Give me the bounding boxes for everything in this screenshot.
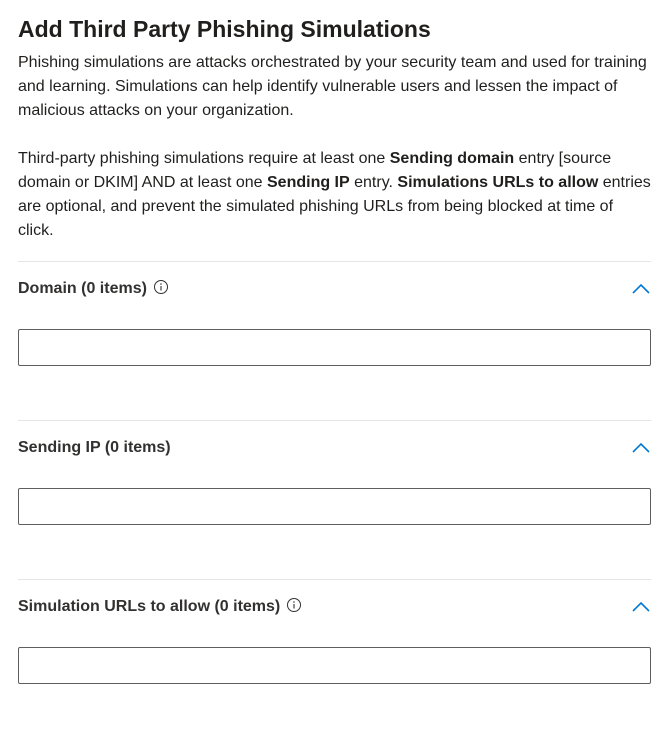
chevron-up-icon[interactable] [631,598,651,616]
requirements-text-3: entry. [349,174,398,191]
domain-section-label: Domain (0 items) [18,280,147,297]
domain-section-header[interactable] [18,276,651,302]
requirements-text-2: entry [source domain or DKIM] AND at least one [18,150,612,191]
sending-ip-input[interactable] [18,488,651,525]
info-icon[interactable] [153,279,169,295]
sending-ip-section [18,420,651,580]
simulation-urls-input[interactable] [18,647,651,684]
intro-text: Phishing simulations are attacks orchestrated by your security team and used for training and learning. Simulations can help identify vulnerable users and lessen the impact of malicious attacks on your organization. [18,54,647,119]
sending-domain-emphasis: Sending domain [389,150,515,167]
requirements-text-1: Third-party phishing simulations require at least one [18,150,390,167]
domain-input[interactable] [18,329,651,366]
chevron-up-icon[interactable] [631,280,651,298]
requirements-text-4: entries are optional, and prevent the simulated phishing URLs from being blocked at time of click. [18,174,651,239]
simulation-urls-section-header[interactable] [18,594,651,620]
simulation-urls-section-label: Simulation URLs to allow (0 items) [18,598,281,615]
simulation-urls-section [18,579,651,739]
domain-section [18,261,651,421]
info-icon[interactable] [286,597,302,613]
chevron-up-icon[interactable] [631,439,651,457]
sending-ip-emphasis: Sending IP [267,174,350,191]
sending-ip-section-header[interactable] [18,435,651,461]
requirements-text [18,147,651,243]
sending-ip-section-label: Sending IP (0 items) [18,439,171,456]
urls-to-allow-emphasis: Simulations URLs to allow [397,174,599,191]
page-title: Add Third Party Phishing Simulations [18,16,431,42]
